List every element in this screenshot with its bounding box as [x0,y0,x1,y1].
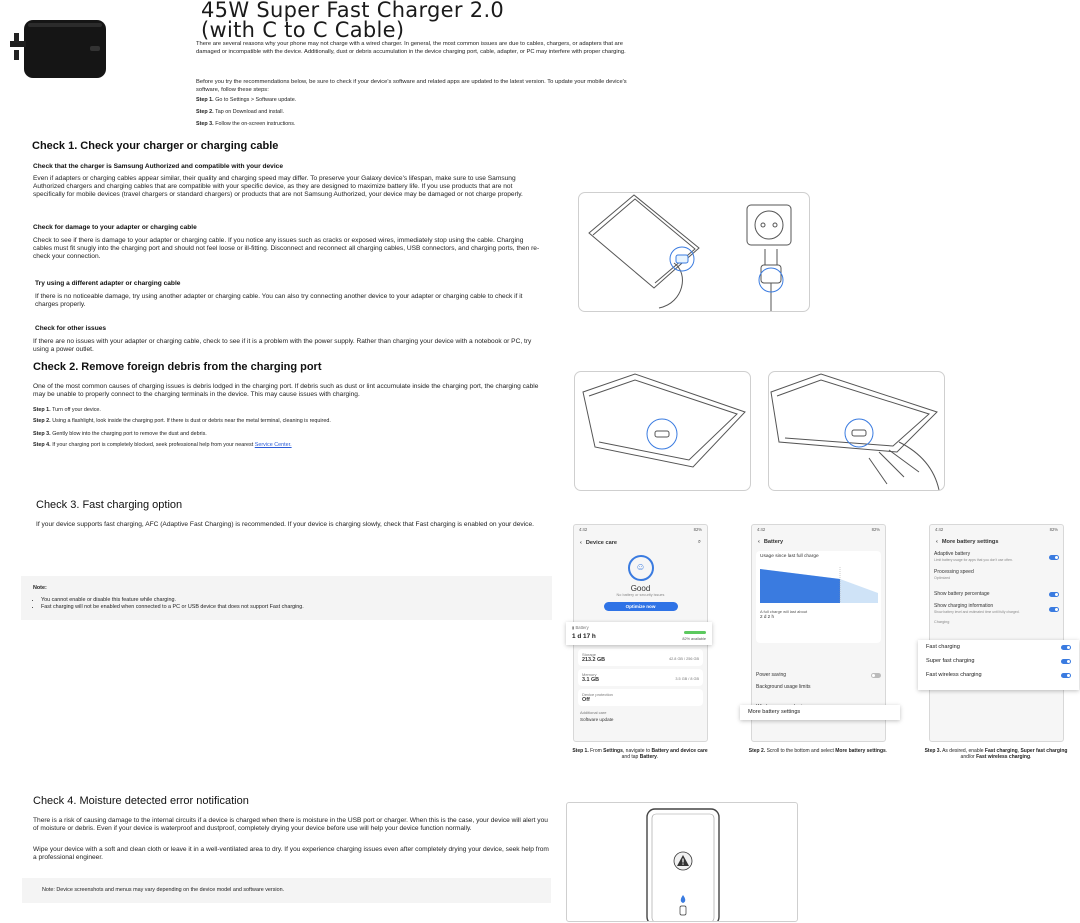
search-icon[interactable]: ⌕ [697,539,701,545]
usage-graph [760,563,878,603]
status-bar: 4:42 82% [757,527,880,532]
charger-image [6,6,121,94]
check2-intro-text: One of the most common causes of charging issues is debris lodged in the charging port. If debris such as dust or lint accumulate inside the charging port, the charging cable may be unable to properly connect to the charging terminals in the device. This may cause issues with charging. [33,383,539,399]
smiley-icon: ☺ [628,555,654,581]
note-item: • You cannot enable or disable this feature while charging. [41,597,304,604]
usage-card: Usage since last full charge A full charge will last about 2 d 2 h [756,551,881,643]
device-care-screenshot: 4:42 82% ‹ Device care ⌕ ☺ Good No battery or security issues Optimize now Storage 213.2 GB 42.8 GB / 256 GB Memory 3.1 GB 3.5 GB / 8 GB Device protection Off Additional care Software update [573,524,708,742]
fast-wireless-charging-toggle[interactable] [1061,673,1071,678]
step-item: Step 2. Tap on Download and install. [196,109,285,115]
show-info-toggle[interactable] [1049,607,1059,612]
moisture-illustration [566,802,798,922]
screen-title: ‹ Device care ⌕ [580,539,701,546]
step-item: Step 3. Gently blow into the charging port to remove the dust and debris. [33,431,207,437]
more-battery-settings-screenshot [929,524,1064,742]
check2-steps [33,407,553,453]
note-list [33,597,304,611]
status-bar: 4:42 82% [935,527,1058,532]
step-item: Step 2. Using a flashlight, look inside the charging port. If there is dust or debris near the metal terminal, cleaning is required. [33,418,331,424]
page-title: 45W Super Fast Charger 2.0 (with C to C Cable) [201,0,505,42]
processing-row[interactable]: Processing speed Optimized [934,569,974,580]
fast-wireless-charging-row[interactable]: Fast wireless charging [918,668,1079,682]
check3-intro-text: If your device supports fast charging, AFC (Adaptive Fast Charging) is recommended. If your device is charging slowly, check that Fast charging is enabled on your device. [36,521,534,528]
score-sub: No battery or security issues [616,593,665,597]
storage-card[interactable]: Storage 213.2 GB 42.8 GB / 256 GB [578,649,703,666]
check1-damage-text: Check to see if there is damage to your adapter or charging cable. If you notice any issues such as cracks or exposed wires, immediately stop using the cable. Charging cables must fit snugly into the charging port and should not feel loose or ill-fitting. Disconnect and reconnect all charging cables, USB connectors, and charging ports, then re-check your connection. [33,237,540,261]
bg-limits-row[interactable]: Background usage limits [756,684,811,690]
check1-subheading-authorized: Check that the charger is Samsung Authorized and compatible with your device [33,163,284,170]
adaptive-row[interactable]: Adaptive battery Limit battery usage for apps that you don't use often. [930,548,1063,566]
check4-intro-text: There is a risk of causing damage to the internal circuits if a device is charged when there is moisture in the USB port or charger. When this is the case, your device will alert you of moisture or debris. Even if your device is waterproof and dustproof, completely drying your device before use will help your device function normally. [33,817,548,833]
show-percentage-toggle[interactable] [1049,592,1059,597]
check4-dry-text: Wipe your device with a soft and clean cloth or leave it in a well-ventilated area to dry. If you experience charging issues even after completely drying your device, seek help from a professional engineer. [33,846,549,862]
caption-step1: Step 1. From Settings, navigate to Battery and device care and tap Battery. [572,748,708,761]
update-steps [196,97,596,133]
adaptive-toggle[interactable] [1049,555,1059,560]
intro-text: There are several reasons why your phone may not charge with a wired charger. In general, the most common issues are due to cables, chargers, or adapters that are damaged or incompatible with the device. Additionally, dust or debris accumulation in the device charging port, cable, adapter, or PC may interfere with proper charging. [196,41,626,55]
check1-authorized-text: Even if adapters or charging cables appear similar, their quality and charging speed may differ. To preserve your Galaxy device's lifespan, make sure to use Samsung Authorized chargers and charging cables that are compatible with your specific device, as they are designed to maximize battery life. If you use products that are not specifically for mobile devices (travel chargers or standard chargers) or products that are not Samsung Authorized, your device may be damaged or not charge properly. [33,175,523,199]
step-item: Step 1. Go to Settings > Software update. [196,97,297,103]
check1-other-text: If there are no issues with your adapter or charging cable, check to see if it is a problem with the power supply. Rather than charging your device with a notebook or PC, try using a power outlet. [33,338,532,354]
battery-row-highlight[interactable]: ▮ Battery 1 d 17 h 82% available [566,622,712,645]
super-fast-charging-toggle[interactable] [1061,659,1071,664]
battery-icon: ▮ [572,625,575,630]
check4-heading: Check 4. Moisture detected error notification [33,795,249,807]
fast-charging-row[interactable]: Fast charging [918,640,1079,654]
phone-cable-illustration [578,192,810,312]
check1-subheading-different: Try using a different adapter or charging cable [35,280,181,287]
power-saving-toggle[interactable] [871,673,881,678]
step-item: Step 1. Turn off your device. [33,407,101,413]
check1-subheading-other: Check for other issues [35,325,107,332]
show-percentage-row[interactable]: Show battery percentage [930,588,1063,600]
score-label: Good [630,584,651,593]
protection-card[interactable]: Device protection Off [578,689,703,706]
moisture-warning-icon [674,852,692,870]
optimize-button[interactable]: Optimize now [604,602,678,611]
back-icon[interactable]: ‹ [936,539,938,545]
battery-bar [684,631,706,634]
update-note: Before you try the recommendations below, be sure to check if your device's software and related apps are updated to the latest version. To update your mobile device's software, follow these steps: [196,79,627,93]
blow-port-illustration [768,371,945,491]
check3-heading: Check 3. Fast charging option [36,499,183,511]
more-battery-settings-highlight[interactable]: More battery settings [740,705,900,720]
charging-options-highlight [918,640,1079,690]
check4-note-box [22,878,551,903]
memory-card[interactable]: Memory 3.1 GB 3.5 GB / 8 GB [578,669,703,686]
step-item: Step 4. If your charging port is completely blocked, seek professional help from your nearest Service Center. [33,442,292,448]
caption-step3: Step 3. As desired, enable Fast charging, Super fast charging and/or Fast wireless charging. [924,748,1068,761]
check2-heading: Check 2. Remove foreign debris from the charging port [33,361,322,373]
check1-heading: Check 1. Check your charger or charging cable [32,140,279,152]
check1-different-text: If there is no noticeable damage, try using another adapter or charging cable. You can also try connecting another device to your adapter or charging cable to check if it charges properly. [35,293,523,309]
screen-title: ‹ More battery settings [936,539,999,545]
back-icon[interactable]: ‹ [758,539,760,545]
super-fast-charging-row[interactable]: Super fast charging [918,654,1079,668]
charging-header: Charging [934,620,950,624]
status-bar: 4:42 82% [579,527,702,532]
note-text: Note: Device screenshots and menus may vary depending on the device model and software version. [42,887,285,893]
step-item: Step 3. Follow the on-screen instructions. [196,121,296,127]
note-item: • Fast charging will not be enabled when connected to a PC or USB device that does not support Fast charging. [41,604,304,611]
check1-subheading-damage: Check for damage to your adapter or charging cable [33,224,197,231]
service-center-link[interactable]: Service Center. [254,442,292,448]
show-info-row[interactable]: Show charging information Show battery level and estimated time until fully charged. [930,600,1063,618]
charging-port-illustration [574,371,751,491]
screen-title: ‹ Battery [758,539,784,545]
check3-note-box [21,576,552,620]
note-title: Note: [33,585,47,591]
fast-charging-toggle[interactable] [1061,645,1071,650]
back-icon[interactable]: ‹ [580,539,582,546]
caption-step2: Step 2. Scroll to the bottom and select More battery settings. [748,748,888,754]
power-saving-row[interactable]: Power saving [752,669,885,681]
